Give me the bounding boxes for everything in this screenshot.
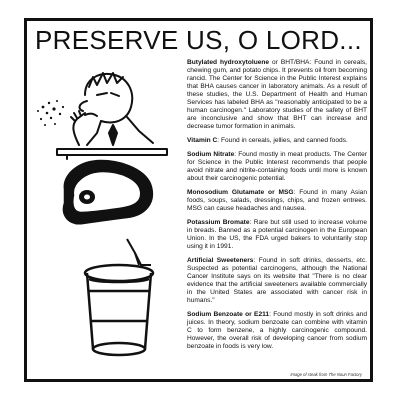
entry-sodium-benzoate bbox=[187, 311, 367, 351]
entry-text: or BHT/BHA: Found in cereals, chewing gum, and potato chips. It prevents oil from becoming rancid. The Center for Science in the Public Interest explains that BHA causes cancer in laboratory animals. As a result of these studies, the U.S. Department of Health and Human Services has labeled BHA as "reasonably anticipated to be a human carcinogen." Laboratory studies of the safety of BHT are inconclusive and show that BHT can increase and decrease tumor formation in animals. bbox=[187, 59, 367, 130]
entry-term: Artificial Sweeteners bbox=[187, 257, 254, 264]
additives-list bbox=[187, 59, 367, 357]
entry-vitamin-c bbox=[187, 137, 367, 145]
entry-text: : Found in cereals, jellies, and canned foods. bbox=[217, 137, 348, 144]
entry-text: : Found mostly in soft drinks and juices. In theory, sodium benzoate can combine with vitamin C to form benzene, a highly carcinogenic compound. However, the overall risk of developing cancer from sodium benzoate in foods is very low. bbox=[187, 311, 367, 350]
entry-term: Monosodium Glutamate or MSG bbox=[187, 189, 294, 196]
sneezing-man-icon bbox=[37, 73, 167, 159]
entry-artificial-sweeteners bbox=[187, 257, 367, 305]
entry-msg bbox=[187, 189, 367, 213]
entry-term: Vitamin C bbox=[187, 137, 218, 144]
entry-sodium-nitrate bbox=[187, 151, 367, 183]
steak-icon bbox=[64, 161, 152, 223]
poster-frame bbox=[24, 18, 373, 382]
entry-potassium-bromate bbox=[187, 219, 367, 251]
entry-term: Sodium Nitrate bbox=[187, 151, 235, 158]
image-credit: Image of steak from The Noun Factory bbox=[290, 372, 362, 377]
entry-text: : Rare but still used to increase volume in breads. Banned as a potential carcinogen in the European Union. In the US, the FDA urged bakers to voluntarily stop using it in 1991. bbox=[187, 219, 367, 250]
entry-bht bbox=[187, 59, 367, 131]
soda-cup-icon bbox=[85, 239, 153, 355]
entry-text: : Found mostly in meat products. The Center for Science in the Public Interest recommends that people avoid nitrate and nitrite-containing foods until more is known about their carcinogenic potential. bbox=[187, 151, 367, 182]
entry-term: Potassium Bromate bbox=[187, 219, 250, 226]
entry-text: : Found in soft drinks, desserts, etc. Suspected as potential carcinogens, although the National Cancer Institute says on its website that "There is no clear evidence that the artificial sweeteners available commercially in the United States are associated with cancer risk in humans." bbox=[187, 257, 367, 304]
entry-term: Butylated hydroxytoluene bbox=[187, 59, 270, 66]
entry-text: : Found in many Asian foods, soups, salads, dressings, chips, and frozen entrees. MSG can cause headaches and nausea. bbox=[187, 189, 368, 212]
entry-term: Sodium Benzoate or E211 bbox=[187, 311, 270, 318]
poster-title: PRESERVE US, O LORD... bbox=[35, 25, 362, 55]
